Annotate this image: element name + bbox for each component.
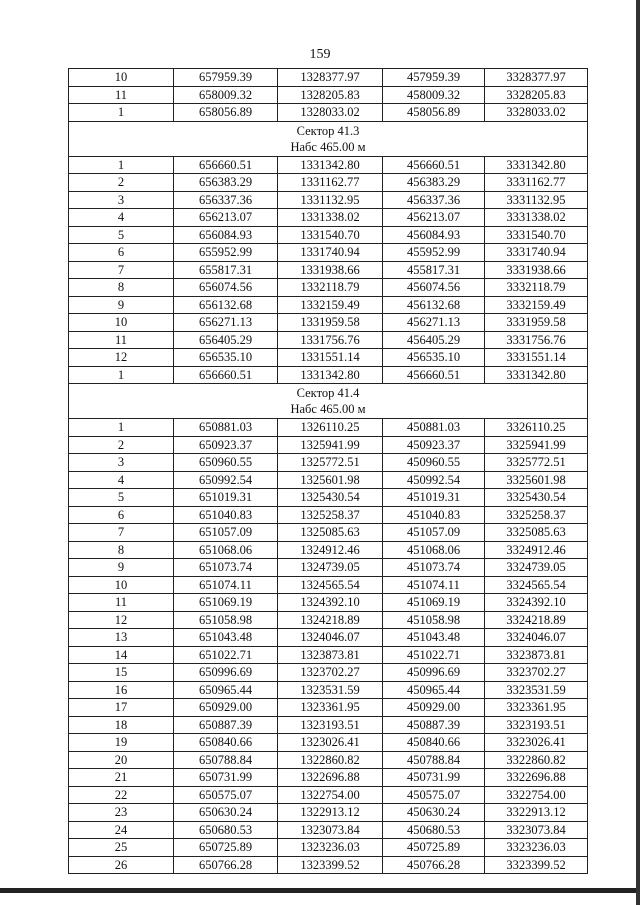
x-local-cell: 650680.53 <box>174 821 278 839</box>
table-row <box>69 541 588 559</box>
y-msk-cell: 3331162.77 <box>485 174 588 192</box>
y-local-cell: 1331338.02 <box>278 209 383 227</box>
x-local-cell: 650630.24 <box>174 804 278 822</box>
y-msk-cell: 3324912.46 <box>485 541 588 559</box>
y-msk-cell: 3323236.03 <box>485 839 588 857</box>
x-local-cell: 651074.11 <box>174 576 278 594</box>
sector-title: Сектор 41.3 <box>296 123 360 138</box>
x-msk-cell: 451073.74 <box>383 559 485 577</box>
table-row <box>69 576 588 594</box>
y-msk-cell: 3328205.83 <box>485 86 588 104</box>
y-local-cell: 1328377.97 <box>278 69 383 87</box>
x-msk-cell: 450996.69 <box>383 664 485 682</box>
table-row <box>69 856 588 874</box>
point-number-cell: 2 <box>69 436 174 454</box>
point-number-cell: 25 <box>69 839 174 857</box>
point-number-cell: 1 <box>69 156 174 174</box>
y-msk-cell: 3323873.81 <box>485 646 588 664</box>
y-msk-cell: 3323193.51 <box>485 716 588 734</box>
y-local-cell: 1324912.46 <box>278 541 383 559</box>
point-number-cell: 6 <box>69 506 174 524</box>
y-local-cell: 1325601.98 <box>278 471 383 489</box>
x-local-cell: 651068.06 <box>174 541 278 559</box>
point-number-cell: 1 <box>69 366 174 384</box>
point-number-cell: 19 <box>69 734 174 752</box>
y-local-cell: 1331342.80 <box>278 156 383 174</box>
y-local-cell: 1323236.03 <box>278 839 383 857</box>
table-row <box>69 314 588 332</box>
y-local-cell: 1325430.54 <box>278 489 383 507</box>
x-msk-cell: 457959.39 <box>383 69 485 87</box>
table-row <box>69 506 588 524</box>
x-msk-cell: 456074.56 <box>383 279 485 297</box>
x-msk-cell: 456084.93 <box>383 226 485 244</box>
y-local-cell: 1331162.77 <box>278 174 383 192</box>
table-row <box>69 734 588 752</box>
table-row <box>69 611 588 629</box>
x-msk-cell: 450766.28 <box>383 856 485 874</box>
y-msk-cell: 3323702.27 <box>485 664 588 682</box>
y-msk-cell: 3325258.37 <box>485 506 588 524</box>
table-row <box>69 821 588 839</box>
table-row <box>69 436 588 454</box>
x-local-cell: 650923.37 <box>174 436 278 454</box>
point-number-cell: 11 <box>69 594 174 612</box>
x-local-cell: 651022.71 <box>174 646 278 664</box>
table-row <box>69 209 588 227</box>
point-number-cell: 3 <box>69 191 174 209</box>
table-row <box>69 156 588 174</box>
x-msk-cell: 451074.11 <box>383 576 485 594</box>
x-local-cell: 651040.83 <box>174 506 278 524</box>
x-local-cell: 656074.56 <box>174 279 278 297</box>
table-row <box>69 419 588 437</box>
table-row <box>69 751 588 769</box>
x-local-cell: 650881.03 <box>174 419 278 437</box>
point-number-cell: 16 <box>69 681 174 699</box>
x-local-cell: 656337.36 <box>174 191 278 209</box>
y-msk-cell: 3324218.89 <box>485 611 588 629</box>
x-msk-cell: 450992.54 <box>383 471 485 489</box>
point-number-cell: 8 <box>69 541 174 559</box>
table-row <box>69 769 588 787</box>
y-local-cell: 1325772.51 <box>278 454 383 472</box>
x-msk-cell: 451069.19 <box>383 594 485 612</box>
x-msk-cell: 450929.00 <box>383 699 485 717</box>
x-msk-cell: 451040.83 <box>383 506 485 524</box>
y-msk-cell: 3331740.94 <box>485 244 588 262</box>
y-local-cell: 1323073.84 <box>278 821 383 839</box>
y-local-cell: 1324046.07 <box>278 629 383 647</box>
y-local-cell: 1331740.94 <box>278 244 383 262</box>
sector-header-cell <box>69 121 588 156</box>
y-local-cell: 1326110.25 <box>278 419 383 437</box>
x-msk-cell: 450960.55 <box>383 454 485 472</box>
y-msk-cell: 3324392.10 <box>485 594 588 612</box>
sector-header-cell <box>69 384 588 419</box>
x-local-cell: 650929.00 <box>174 699 278 717</box>
x-local-cell: 650960.55 <box>174 454 278 472</box>
table-row <box>69 646 588 664</box>
x-msk-cell: 450680.53 <box>383 821 485 839</box>
table-row <box>69 69 588 87</box>
y-msk-cell: 3331959.58 <box>485 314 588 332</box>
page-number: 159 <box>309 47 331 62</box>
table-row <box>69 839 588 857</box>
point-number-cell: 10 <box>69 576 174 594</box>
x-local-cell: 650575.07 <box>174 786 278 804</box>
point-number-cell: 7 <box>69 261 174 279</box>
y-msk-cell: 3325941.99 <box>485 436 588 454</box>
x-local-cell: 658009.32 <box>174 86 278 104</box>
x-msk-cell: 455952.99 <box>383 244 485 262</box>
y-local-cell: 1322860.82 <box>278 751 383 769</box>
y-msk-cell: 3324565.54 <box>485 576 588 594</box>
y-msk-cell: 3331342.80 <box>485 366 588 384</box>
point-number-cell: 4 <box>69 209 174 227</box>
table-row <box>69 681 588 699</box>
x-msk-cell: 450965.44 <box>383 681 485 699</box>
x-msk-cell: 450923.37 <box>383 436 485 454</box>
point-number-cell: 20 <box>69 751 174 769</box>
point-number-cell: 18 <box>69 716 174 734</box>
x-msk-cell: 451068.06 <box>383 541 485 559</box>
sector-header-row <box>69 384 588 419</box>
x-local-cell: 656660.51 <box>174 366 278 384</box>
y-local-cell: 1323193.51 <box>278 716 383 734</box>
y-local-cell: 1323531.59 <box>278 681 383 699</box>
y-msk-cell: 3323399.52 <box>485 856 588 874</box>
point-number-cell: 24 <box>69 821 174 839</box>
x-msk-cell: 450840.66 <box>383 734 485 752</box>
y-local-cell: 1331938.66 <box>278 261 383 279</box>
x-local-cell: 650731.99 <box>174 769 278 787</box>
point-number-cell: 5 <box>69 489 174 507</box>
point-number-cell: 6 <box>69 244 174 262</box>
point-number-cell: 3 <box>69 454 174 472</box>
y-msk-cell: 3331342.80 <box>485 156 588 174</box>
point-number-cell: 11 <box>69 86 174 104</box>
y-msk-cell: 3331338.02 <box>485 209 588 227</box>
y-local-cell: 1331756.76 <box>278 331 383 349</box>
coordinates-table-body <box>69 69 588 874</box>
y-local-cell: 1323873.81 <box>278 646 383 664</box>
x-local-cell: 658056.89 <box>174 104 278 122</box>
x-local-cell: 650996.69 <box>174 664 278 682</box>
point-number-cell: 12 <box>69 349 174 367</box>
y-msk-cell: 3322754.00 <box>485 786 588 804</box>
x-local-cell: 656383.29 <box>174 174 278 192</box>
y-local-cell: 1332159.49 <box>278 296 383 314</box>
point-number-cell: 8 <box>69 279 174 297</box>
x-msk-cell: 451057.09 <box>383 524 485 542</box>
y-msk-cell: 3323026.41 <box>485 734 588 752</box>
x-local-cell: 650840.66 <box>174 734 278 752</box>
y-msk-cell: 3331756.76 <box>485 331 588 349</box>
point-number-cell: 10 <box>69 314 174 332</box>
table-row <box>69 261 588 279</box>
table-row <box>69 244 588 262</box>
y-msk-cell: 3326110.25 <box>485 419 588 437</box>
sector-height: Набс 465.00 м <box>290 402 366 416</box>
point-number-cell: 9 <box>69 296 174 314</box>
y-local-cell: 1323026.41 <box>278 734 383 752</box>
point-number-cell: 2 <box>69 174 174 192</box>
y-local-cell: 1332118.79 <box>278 279 383 297</box>
x-local-cell: 657959.39 <box>174 69 278 87</box>
y-local-cell: 1322696.88 <box>278 769 383 787</box>
sector-header-row <box>69 121 588 156</box>
point-number-cell: 12 <box>69 611 174 629</box>
y-msk-cell: 3323073.84 <box>485 821 588 839</box>
y-local-cell: 1328033.02 <box>278 104 383 122</box>
y-msk-cell: 3323531.59 <box>485 681 588 699</box>
y-msk-cell: 3325430.54 <box>485 489 588 507</box>
x-msk-cell: 450887.39 <box>383 716 485 734</box>
x-local-cell: 656405.29 <box>174 331 278 349</box>
x-msk-cell: 456337.36 <box>383 191 485 209</box>
y-local-cell: 1331540.70 <box>278 226 383 244</box>
table-row <box>69 489 588 507</box>
point-number-cell: 13 <box>69 629 174 647</box>
x-msk-cell: 450630.24 <box>383 804 485 822</box>
x-local-cell: 656660.51 <box>174 156 278 174</box>
y-local-cell: 1323361.95 <box>278 699 383 717</box>
table-row <box>69 524 588 542</box>
table-row <box>69 331 588 349</box>
table-row <box>69 786 588 804</box>
y-msk-cell: 3332159.49 <box>485 296 588 314</box>
x-msk-cell: 456660.51 <box>383 366 485 384</box>
table-row <box>69 279 588 297</box>
x-msk-cell: 456660.51 <box>383 156 485 174</box>
x-local-cell: 650766.28 <box>174 856 278 874</box>
y-local-cell: 1324218.89 <box>278 611 383 629</box>
point-number-cell: 21 <box>69 769 174 787</box>
x-local-cell: 650725.89 <box>174 839 278 857</box>
y-msk-cell: 3323361.95 <box>485 699 588 717</box>
y-local-cell: 1323399.52 <box>278 856 383 874</box>
table-row <box>69 594 588 612</box>
y-local-cell: 1331342.80 <box>278 366 383 384</box>
y-local-cell: 1324739.05 <box>278 559 383 577</box>
x-msk-cell: 456271.13 <box>383 314 485 332</box>
y-msk-cell: 3325772.51 <box>485 454 588 472</box>
x-msk-cell: 450788.84 <box>383 751 485 769</box>
point-number-cell: 4 <box>69 471 174 489</box>
y-local-cell: 1323702.27 <box>278 664 383 682</box>
x-local-cell: 650788.84 <box>174 751 278 769</box>
x-local-cell: 656535.10 <box>174 349 278 367</box>
point-number-cell: 14 <box>69 646 174 664</box>
scan-right-edge <box>636 0 640 905</box>
y-msk-cell: 3331132.95 <box>485 191 588 209</box>
table-row <box>69 471 588 489</box>
y-msk-cell: 3328033.02 <box>485 104 588 122</box>
y-msk-cell: 3331938.66 <box>485 261 588 279</box>
point-number-cell: 15 <box>69 664 174 682</box>
table-row <box>69 454 588 472</box>
y-local-cell: 1322913.12 <box>278 804 383 822</box>
table-row <box>69 716 588 734</box>
x-msk-cell: 456383.29 <box>383 174 485 192</box>
x-msk-cell: 450731.99 <box>383 769 485 787</box>
table-row <box>69 559 588 577</box>
y-msk-cell: 3322696.88 <box>485 769 588 787</box>
table-row <box>69 629 588 647</box>
scan-bottom-edge <box>0 888 640 893</box>
x-local-cell: 655817.31 <box>174 261 278 279</box>
table-row <box>69 191 588 209</box>
x-local-cell: 651057.09 <box>174 524 278 542</box>
x-local-cell: 650992.54 <box>174 471 278 489</box>
y-msk-cell: 3332118.79 <box>485 279 588 297</box>
y-local-cell: 1325941.99 <box>278 436 383 454</box>
table-row <box>69 804 588 822</box>
y-msk-cell: 3322913.12 <box>485 804 588 822</box>
coordinates-table <box>68 68 588 874</box>
sector-height: Набс 465.00 м <box>290 139 366 154</box>
point-number-cell: 23 <box>69 804 174 822</box>
table-row <box>69 296 588 314</box>
x-msk-cell: 450725.89 <box>383 839 485 857</box>
x-msk-cell: 456535.10 <box>383 349 485 367</box>
x-msk-cell: 458009.32 <box>383 86 485 104</box>
point-number-cell: 7 <box>69 524 174 542</box>
y-local-cell: 1322754.00 <box>278 786 383 804</box>
y-msk-cell: 3324739.05 <box>485 559 588 577</box>
table-row <box>69 104 588 122</box>
point-number-cell: 10 <box>69 69 174 87</box>
table-row <box>69 226 588 244</box>
y-msk-cell: 3325085.63 <box>485 524 588 542</box>
y-local-cell: 1324392.10 <box>278 594 383 612</box>
table-row <box>69 664 588 682</box>
y-local-cell: 1325258.37 <box>278 506 383 524</box>
table-row <box>69 366 588 384</box>
x-local-cell: 651019.31 <box>174 489 278 507</box>
x-msk-cell: 451022.71 <box>383 646 485 664</box>
y-local-cell: 1331551.14 <box>278 349 383 367</box>
point-number-cell: 11 <box>69 331 174 349</box>
x-local-cell: 651043.48 <box>174 629 278 647</box>
y-local-cell: 1331132.95 <box>278 191 383 209</box>
y-msk-cell: 3331551.14 <box>485 349 588 367</box>
x-local-cell: 656084.93 <box>174 226 278 244</box>
x-msk-cell: 451058.98 <box>383 611 485 629</box>
y-msk-cell: 3322860.82 <box>485 751 588 769</box>
x-msk-cell: 451043.48 <box>383 629 485 647</box>
sector-title: Сектор 41.4 <box>296 386 360 400</box>
y-msk-cell: 3331540.70 <box>485 226 588 244</box>
point-number-cell: 1 <box>69 419 174 437</box>
point-number-cell: 22 <box>69 786 174 804</box>
point-number-cell: 9 <box>69 559 174 577</box>
x-local-cell: 655952.99 <box>174 244 278 262</box>
point-number-cell: 17 <box>69 699 174 717</box>
y-local-cell: 1331959.58 <box>278 314 383 332</box>
table-row <box>69 349 588 367</box>
x-local-cell: 656132.68 <box>174 296 278 314</box>
x-msk-cell: 456132.68 <box>383 296 485 314</box>
y-msk-cell: 3325601.98 <box>485 471 588 489</box>
x-msk-cell: 458056.89 <box>383 104 485 122</box>
x-msk-cell: 456213.07 <box>383 209 485 227</box>
x-msk-cell: 456405.29 <box>383 331 485 349</box>
y-local-cell: 1325085.63 <box>278 524 383 542</box>
y-local-cell: 1328205.83 <box>278 86 383 104</box>
table-row <box>69 86 588 104</box>
x-msk-cell: 451019.31 <box>383 489 485 507</box>
table-row <box>69 174 588 192</box>
x-msk-cell: 450881.03 <box>383 419 485 437</box>
x-local-cell: 651069.19 <box>174 594 278 612</box>
x-local-cell: 656271.13 <box>174 314 278 332</box>
point-number-cell: 26 <box>69 856 174 874</box>
y-msk-cell: 3324046.07 <box>485 629 588 647</box>
point-number-cell: 5 <box>69 226 174 244</box>
x-local-cell: 650965.44 <box>174 681 278 699</box>
y-local-cell: 1324565.54 <box>278 576 383 594</box>
x-msk-cell: 450575.07 <box>383 786 485 804</box>
table-row <box>69 699 588 717</box>
x-local-cell: 656213.07 <box>174 209 278 227</box>
x-msk-cell: 455817.31 <box>383 261 485 279</box>
x-local-cell: 650887.39 <box>174 716 278 734</box>
point-number-cell: 1 <box>69 104 174 122</box>
x-local-cell: 651073.74 <box>174 559 278 577</box>
x-local-cell: 651058.98 <box>174 611 278 629</box>
y-msk-cell: 3328377.97 <box>485 69 588 87</box>
